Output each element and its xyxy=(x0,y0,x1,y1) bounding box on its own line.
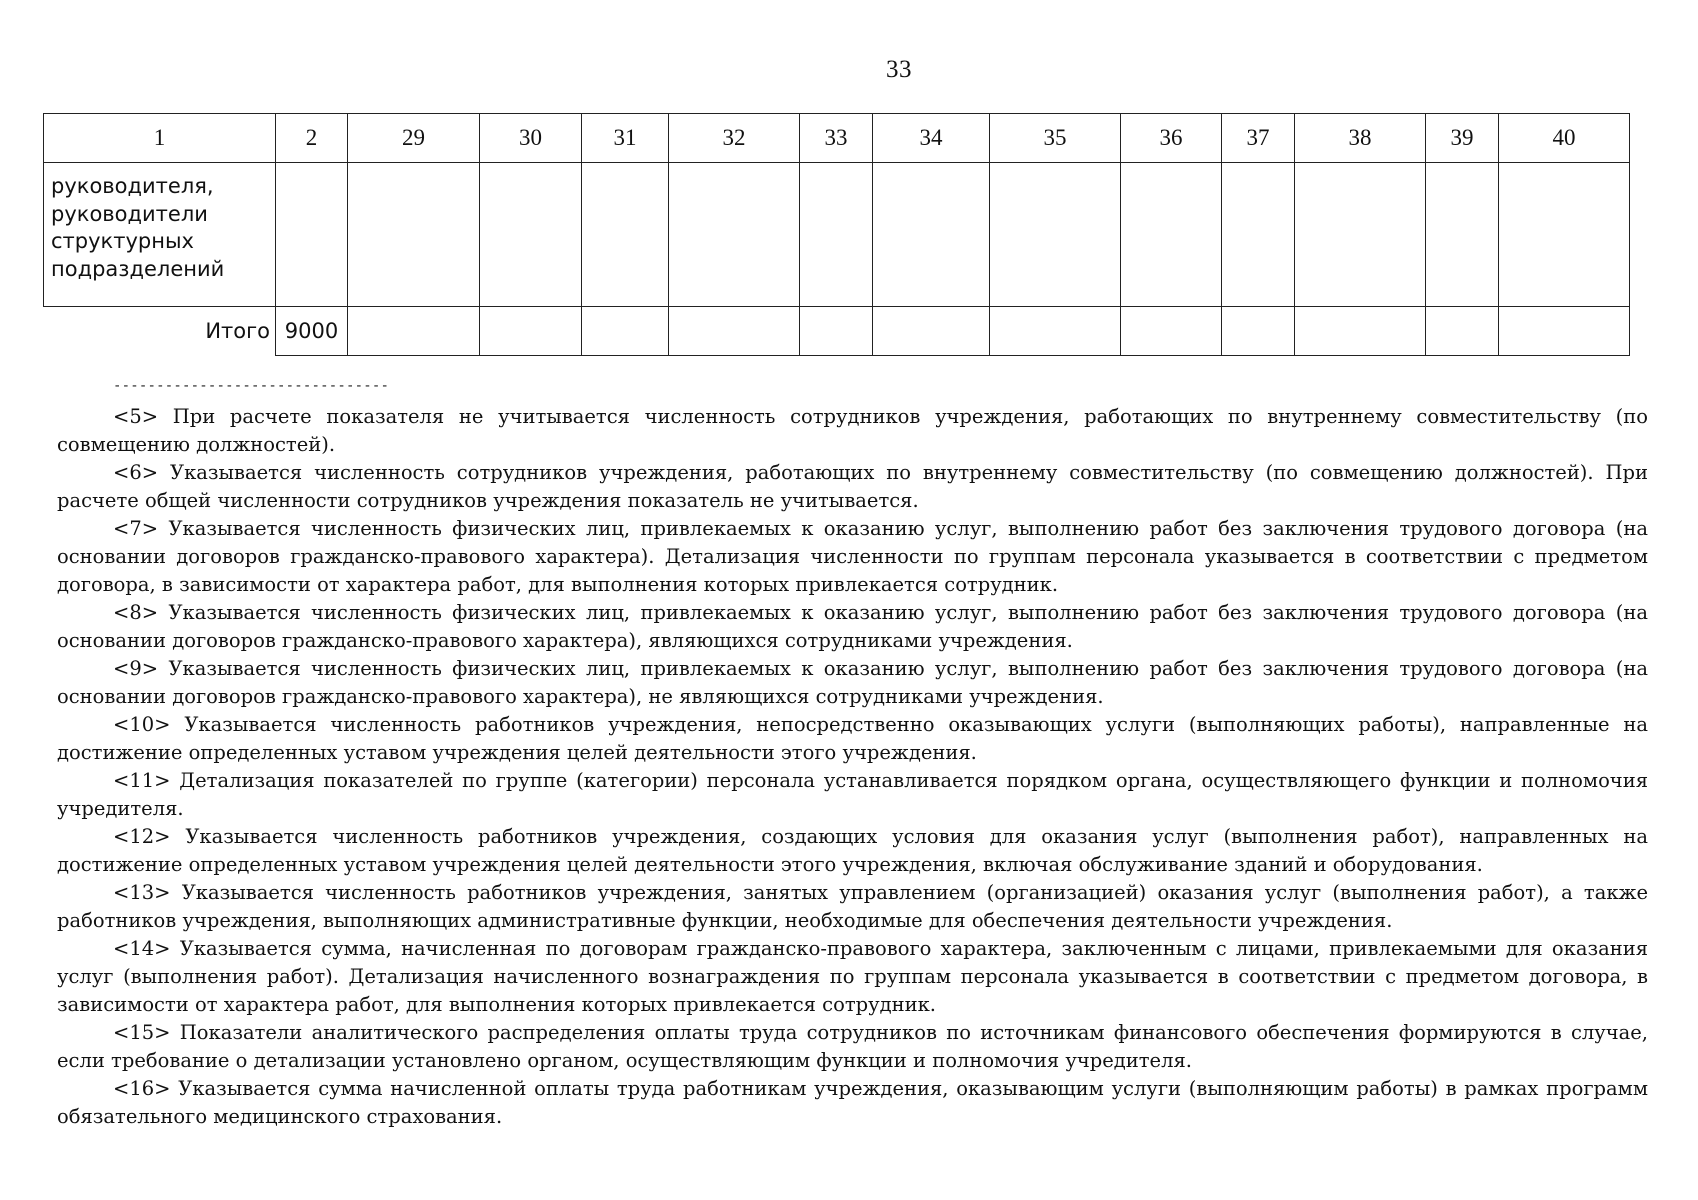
footnote: <14> Указывается сумма, начисленная по договорам гражданско-правового характера, заключенным с лицами, привлекаемыми для оказания услуг (выполнения работ). Детализация начисленного вознаграждения по группам персонала указывается в соответствии с предметом договора, в зависимости от характера работ, для выполнения которых привлекается сотрудник. xyxy=(57,937,1648,1016)
table-cell xyxy=(582,163,669,307)
table-cell xyxy=(800,163,873,307)
column-header: 40 xyxy=(1499,114,1630,163)
table-cell xyxy=(873,307,990,356)
footnote: <5> При расчете показателя не учитывается численность сотрудников учреждения, работающих по внутреннему совместительству (по совмещению должностей). xyxy=(57,405,1648,456)
column-header: 33 xyxy=(800,114,873,163)
row-label-line: руководители xyxy=(51,201,208,226)
footnote: <12> Указывается численность работников учреждения, создающих условия для оказания услуг (выполнения работ), направленных на достижение определенных уставом учреждения целей деятельности этого учреждения, включая обслуживание зданий и оборудования. xyxy=(57,825,1648,876)
table-cell xyxy=(276,163,348,307)
row-label-line: структурных xyxy=(51,229,194,253)
table-cell xyxy=(1121,307,1222,356)
total-code: 9000 xyxy=(276,307,348,356)
footnote-separator: -------------------------------- xyxy=(113,378,390,394)
table-cell xyxy=(990,163,1121,307)
column-header: 38 xyxy=(1295,114,1426,163)
row-label-line: руководителя, xyxy=(51,174,214,198)
footnote: <9> Указывается численность физических лиц, привлекаемых к оказанию услуг, выполнению работ без заключения трудового договора (на основании договоров гражданско-правового характера), не являющихся сотрудниками учреждения. xyxy=(57,657,1648,708)
footnote: <10> Указывается численность работников учреждения, непосредственно оказывающих услуги (выполняющих работы), направленные на достижение определенных уставом учреждения целей деятельности этого учреждения. xyxy=(57,713,1648,764)
column-header: 35 xyxy=(990,114,1121,163)
column-header: 29 xyxy=(348,114,480,163)
column-header: 39 xyxy=(1426,114,1499,163)
table-cell xyxy=(1222,163,1295,307)
footnote: <15> Показатели аналитического распределения оплаты труда сотрудников по источникам финансового обеспечения формируются в случае, если требование о детализации установлено органом, осуществляющим функции и полномочия учредителя. xyxy=(57,1021,1648,1072)
table-cell xyxy=(990,307,1121,356)
table-row xyxy=(44,163,1630,307)
table-cell xyxy=(1426,307,1499,356)
column-header: 30 xyxy=(480,114,582,163)
table-cell xyxy=(348,163,480,307)
table-header-row xyxy=(44,114,1630,163)
column-header: 31 xyxy=(582,114,669,163)
table-cell xyxy=(1121,163,1222,307)
footnote: <8> Указывается численность физических лиц, привлекаемых к оказанию услуг, выполнению работ без заключения трудового договора (на основании договоров гражданско-правового характера), являющихся сотрудниками учреждения. xyxy=(57,601,1648,652)
footnote: <13> Указывается численность работников учреждения, занятых управлением (организацией) оказания услуг (выполнения работ), а также работников учреждения, выполняющих административные функции, необходимые для обеспечения деятельности учреждения. xyxy=(57,881,1648,932)
footnote: <11> Детализация показателей по группе (категории) персонала устанавливается порядком органа, осуществляющего функции и полномочия учредителя. xyxy=(57,769,1648,820)
row-label-line: подразделений xyxy=(51,256,225,281)
table-cell xyxy=(348,307,480,356)
table-cell xyxy=(1295,163,1426,307)
total-label: Итого xyxy=(44,307,276,356)
total-row xyxy=(44,307,1630,356)
table-cell xyxy=(1499,163,1630,307)
table-cell xyxy=(800,307,873,356)
table-cell xyxy=(1222,307,1295,356)
table-cell xyxy=(1295,307,1426,356)
footnotes xyxy=(57,403,1648,1131)
page-number: 33 xyxy=(886,56,912,83)
column-header: 34 xyxy=(873,114,990,163)
column-header: 1 xyxy=(44,114,276,163)
footnote: <7> Указывается численность физических лиц, привлекаемых к оказанию услуг, выполнению работ без заключения трудового договора (на основании договоров гражданско-правового характера). Детализация численности по группам персонала указывается в соответствии с предметом договора, в зависимости от характера работ, для выполнения которых привлекается сотрудник. xyxy=(57,517,1648,596)
table-cell xyxy=(873,163,990,307)
table-cell xyxy=(582,307,669,356)
table-cell xyxy=(669,163,800,307)
row-label xyxy=(44,163,276,307)
column-header: 36 xyxy=(1121,114,1222,163)
table-cell xyxy=(669,307,800,356)
column-header: 2 xyxy=(276,114,348,163)
footnote: <6> Указывается численность сотрудников учреждения, работающих по внутреннему совместительству (по совмещению должностей). При расчете общей численности сотрудников учреждения показатель не учитывается. xyxy=(57,461,1648,512)
column-header: 32 xyxy=(669,114,800,163)
table-cell xyxy=(1426,163,1499,307)
table-cell xyxy=(480,163,582,307)
table-cell xyxy=(1499,307,1630,356)
staff-table xyxy=(43,113,1630,356)
table-cell xyxy=(480,307,582,356)
column-header: 37 xyxy=(1222,114,1295,163)
footnote: <16> Указывается сумма начисленной оплаты труда работникам учреждения, оказывающим услуги (выполняющим работы) в рамках программ обязательного медицинского страхования. xyxy=(57,1077,1648,1128)
